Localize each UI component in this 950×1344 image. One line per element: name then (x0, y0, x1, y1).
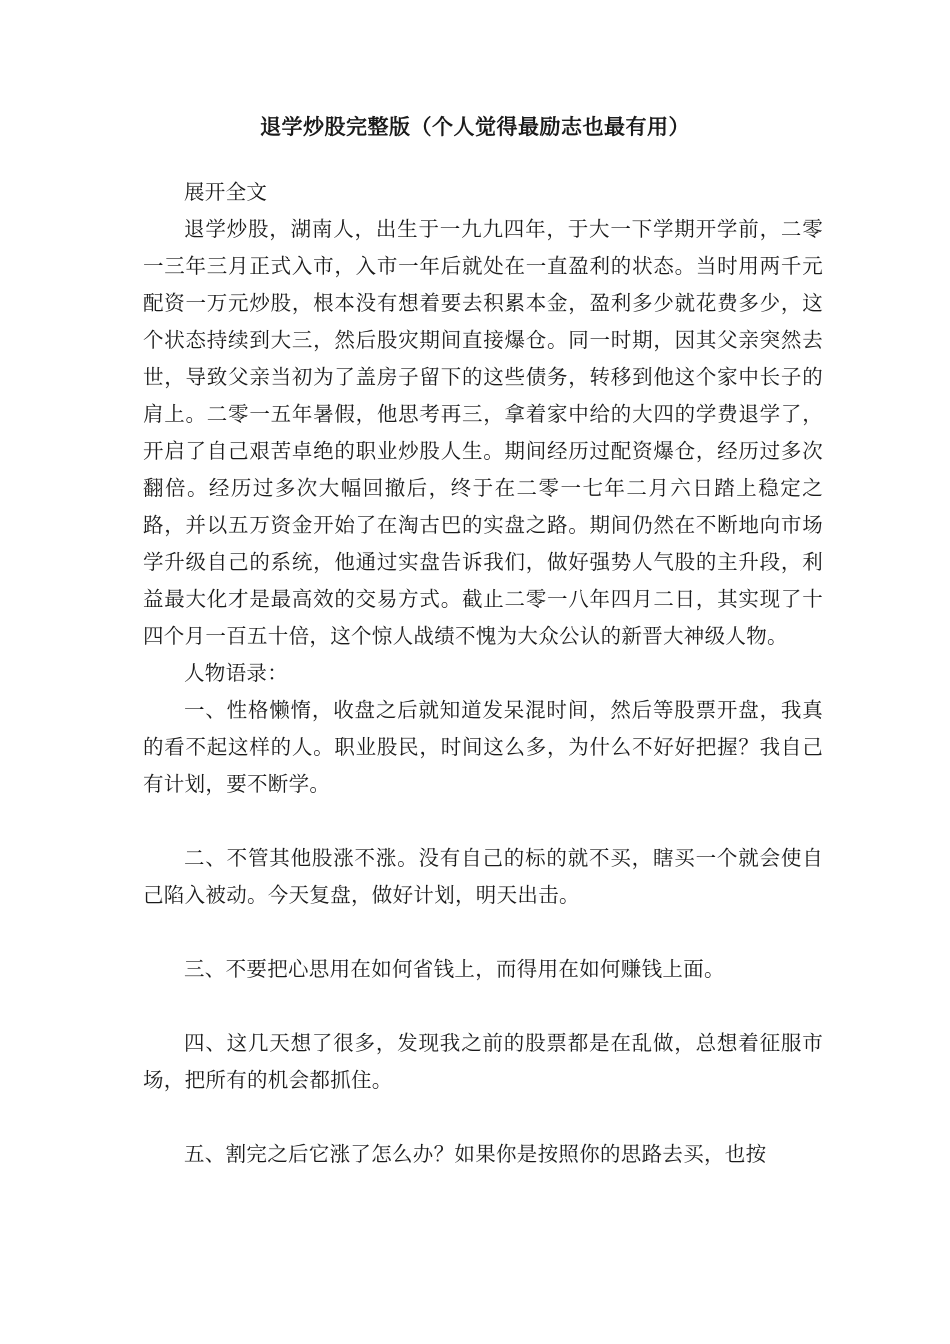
document-body (143, 174, 823, 1173)
quote-paragraph: 五、割完之后它涨了怎么办？如果你是按照你的思路去买，也按 (184, 1142, 767, 1166)
quotes-heading: 人物语录： (184, 661, 288, 685)
intro-paragraph: 退学炒股，湖南人，出生于一九九四年，于大一下学期开学前，二零一三年三月正式入市，入市一年后就处在一直盈利的状态。当时用两千元配资一万元炒股，根本没有想着要去积累本金，盈利多少就花费多少，这个状态持续到大三，然后股灾期间直接爆仓。同一时期，因其父亲突然去世，导致父亲当初为了盖房子留下的这些债务，转移到他这个家中长子的肩上。二零一五年暑假，他思考再三，拿着家中给的大四的学费退学了，开启了自己艰苦卓绝的职业炒股人生。期间经历过配资爆仓，经历过多次翻倍。经历过多次大幅回撤后，终于在二零一七年二月六日踏上稳定之路，并以五万资金开始了在淘古巴的实盘之路。期间仍然在不断地向市场学升级自己的系统，他通过实盘告诉我们，做好强势人气股的主升段，利益最大化才是最高效的交易方式。截止二零一八年四月二日，其实现了十四个月一百五十倍，这个惊人战绩不愧为大众公认的新晋大神级人物。 (143, 217, 823, 648)
quote-paragraph: 二、不管其他股涨不涨。没有自己的标的就不买，瞎买一个就会使自己陷入被动。今天复盘，做好计划，明天出击。 (143, 846, 823, 907)
expand-full-text-label: 展开全文 (184, 180, 268, 204)
quote-paragraph: 三、不要把心思用在如何省钱上，而得用在如何赚钱上面。 (184, 957, 725, 981)
quote-paragraph: 一、性格懒惰，收盘之后就知道发呆混时间，然后等股票开盘，我真的看不起这样的人。职业股民，时间这么多，为什么不好好把握？我自己有计划，要不断学。 (143, 698, 823, 796)
quote-paragraph: 四、这几天想了很多，发现我之前的股票都是在乱做，总想着征服市场，把所有的机会都抓住。 (143, 1031, 823, 1092)
document-title: 退学炒股完整版（个人觉得最励志也最有用） (260, 115, 690, 139)
